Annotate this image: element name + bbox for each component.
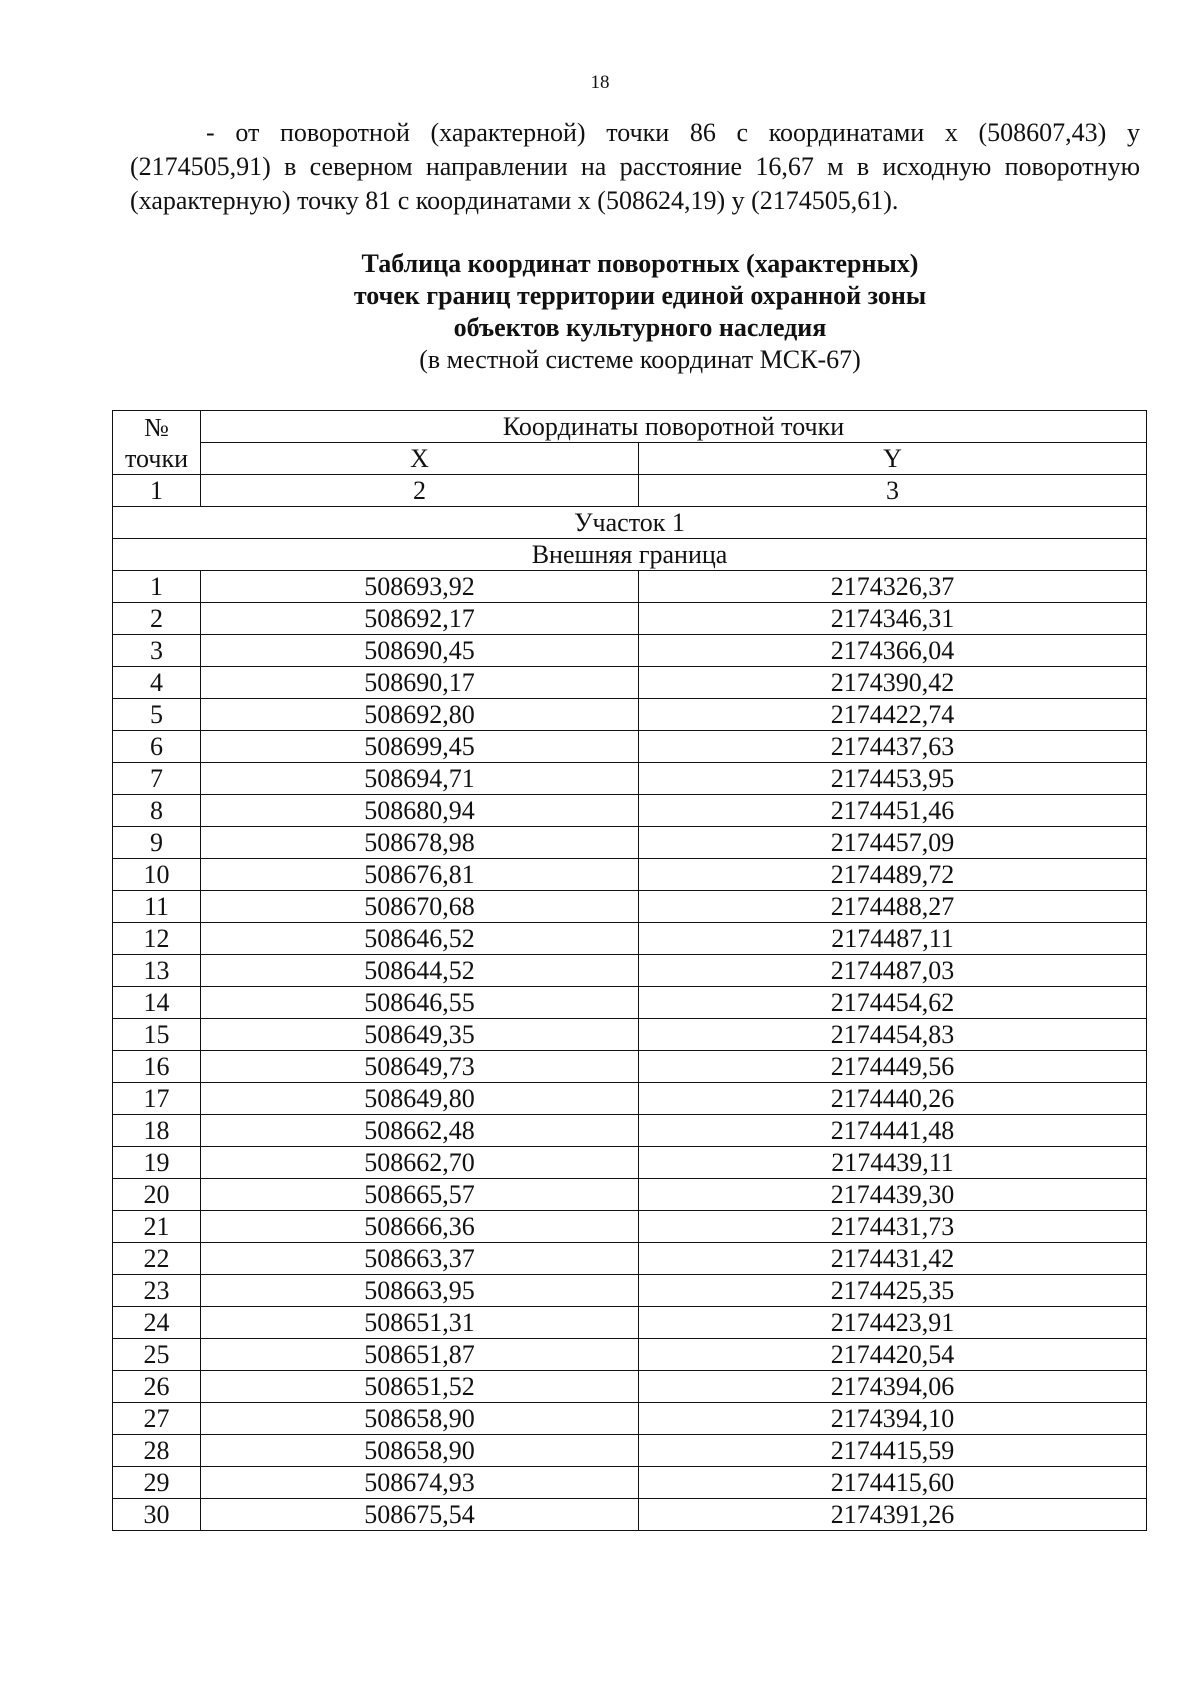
x-coordinate-cell: 508680,94	[201, 795, 639, 827]
y-coordinate-cell: 2174454,62	[639, 987, 1147, 1019]
x-coordinate-cell: 508651,87	[201, 1339, 639, 1371]
table-row	[113, 571, 1147, 603]
point-number-cell: 10	[113, 859, 201, 891]
x-coordinate-cell: 508646,55	[201, 987, 639, 1019]
point-number-cell: 26	[113, 1371, 201, 1403]
y-coordinate-cell: 2174453,95	[639, 763, 1147, 795]
x-coordinate-cell: 508665,57	[201, 1179, 639, 1211]
point-number-cell: 28	[113, 1435, 201, 1467]
y-coordinate-cell: 2174423,91	[639, 1307, 1147, 1339]
x-coordinate-cell: 508693,92	[201, 571, 639, 603]
table-row	[113, 987, 1147, 1019]
x-coordinate-cell: 508678,98	[201, 827, 639, 859]
y-coordinate-cell: 2174420,54	[639, 1339, 1147, 1371]
point-number-cell: 15	[113, 1019, 201, 1051]
point-number-cell: 3	[113, 635, 201, 667]
table-row	[113, 1403, 1147, 1435]
y-coordinate-cell: 2174431,73	[639, 1211, 1147, 1243]
x-coordinate-cell: 508676,81	[201, 859, 639, 891]
table-subtitle: (в местной системе координат МСК-67)	[419, 345, 861, 374]
table-row	[113, 1211, 1147, 1243]
point-number-cell: 5	[113, 699, 201, 731]
table-row	[113, 667, 1147, 699]
header-axes-row	[113, 443, 1147, 475]
point-number-cell: 22	[113, 1243, 201, 1275]
column-number-3: 3	[639, 475, 1147, 507]
subsection-heading: Внешняя граница	[113, 539, 1147, 571]
body-paragraph: - от поворотной (характерной) точки 86 с координатами x (508607,43) y (2174505,91) в северном направлении на расстояние 16,67 м в исходную поворотную (характерную) точку 81 с координатами x (508624,19) y (2174505,61).	[130, 118, 1140, 215]
x-coordinate-cell: 508663,95	[201, 1275, 639, 1307]
point-number-cell: 23	[113, 1275, 201, 1307]
x-coordinate-cell: 508644,52	[201, 955, 639, 987]
y-coordinate-cell: 2174326,37	[639, 571, 1147, 603]
x-coordinate-cell: 508651,31	[201, 1307, 639, 1339]
table-row	[113, 1467, 1147, 1499]
y-coordinate-cell: 2174441,48	[639, 1115, 1147, 1147]
table-row	[113, 1307, 1147, 1339]
y-coordinate-cell: 2174439,11	[639, 1147, 1147, 1179]
y-coordinate-cell: 2174489,72	[639, 859, 1147, 891]
table-row	[113, 699, 1147, 731]
table-row	[113, 1147, 1147, 1179]
header-point-word: точки	[125, 443, 188, 473]
x-coordinate-cell: 508662,70	[201, 1147, 639, 1179]
point-number-cell: 14	[113, 987, 201, 1019]
column-number-2: 2	[201, 475, 639, 507]
y-coordinate-cell: 2174457,09	[639, 827, 1147, 859]
x-coordinate-cell: 508694,71	[201, 763, 639, 795]
point-number-cell: 29	[113, 1467, 201, 1499]
point-number-cell: 19	[113, 1147, 201, 1179]
x-coordinate-cell: 508662,48	[201, 1115, 639, 1147]
point-number-cell: 16	[113, 1051, 201, 1083]
x-coordinate-cell: 508675,54	[201, 1499, 639, 1531]
y-coordinate-cell: 2174487,03	[639, 955, 1147, 987]
y-coordinate-cell: 2174394,10	[639, 1403, 1147, 1435]
table-row	[113, 891, 1147, 923]
x-coordinate-cell: 508651,52	[201, 1371, 639, 1403]
x-coordinate-cell: 508649,35	[201, 1019, 639, 1051]
y-coordinate-cell: 2174437,63	[639, 731, 1147, 763]
y-coordinate-cell: 2174391,26	[639, 1499, 1147, 1531]
point-number-cell: 8	[113, 795, 201, 827]
x-coordinate-cell: 508658,90	[201, 1435, 639, 1467]
point-number-cell: 30	[113, 1499, 201, 1531]
point-number-cell: 17	[113, 1083, 201, 1115]
table-row	[113, 955, 1147, 987]
table-row	[113, 1083, 1147, 1115]
point-number-cell: 6	[113, 731, 201, 763]
x-coordinate-cell: 508692,17	[201, 603, 639, 635]
point-number-cell: 1	[113, 571, 201, 603]
y-coordinate-cell: 2174451,46	[639, 795, 1147, 827]
x-coordinate-cell: 508699,45	[201, 731, 639, 763]
table-row	[113, 1019, 1147, 1051]
table-row	[113, 1051, 1147, 1083]
section-row	[113, 507, 1147, 539]
point-number-cell: 24	[113, 1307, 201, 1339]
point-number-cell: 2	[113, 603, 201, 635]
y-coordinate-cell: 2174487,11	[639, 923, 1147, 955]
point-number-cell: 20	[113, 1179, 201, 1211]
x-coordinate-cell: 508649,73	[201, 1051, 639, 1083]
table-title-line-1: Таблица координат поворотных (характерных)	[361, 249, 919, 278]
coordinates-table	[112, 410, 1147, 1531]
table-row	[113, 635, 1147, 667]
y-coordinate-cell: 2174415,59	[639, 1435, 1147, 1467]
table-row	[113, 1435, 1147, 1467]
point-number-cell: 11	[113, 891, 201, 923]
table-title	[200, 248, 1080, 376]
y-coordinate-cell: 2174422,74	[639, 699, 1147, 731]
y-coordinate-cell: 2174346,31	[639, 603, 1147, 635]
section-heading: Участок 1	[113, 507, 1147, 539]
table-row	[113, 731, 1147, 763]
table-row	[113, 795, 1147, 827]
table-row	[113, 1371, 1147, 1403]
y-coordinate-cell: 2174440,26	[639, 1083, 1147, 1115]
y-coordinate-cell: 2174366,04	[639, 635, 1147, 667]
point-number-cell: 4	[113, 667, 201, 699]
x-coordinate-cell: 508692,80	[201, 699, 639, 731]
y-coordinate-cell: 2174390,42	[639, 667, 1147, 699]
point-number-cell: 12	[113, 923, 201, 955]
table-row	[113, 827, 1147, 859]
y-coordinate-cell: 2174488,27	[639, 891, 1147, 923]
header-coordinates: Координаты поворотной точки	[201, 411, 1147, 443]
table-title-line-3: объектов культурного наследия	[453, 313, 827, 342]
x-coordinate-cell: 508690,45	[201, 635, 639, 667]
x-coordinate-cell: 508666,36	[201, 1211, 639, 1243]
table-row	[113, 1243, 1147, 1275]
table-row	[113, 603, 1147, 635]
x-coordinate-cell: 508646,52	[201, 923, 639, 955]
point-number-cell: 18	[113, 1115, 201, 1147]
point-number-cell: 27	[113, 1403, 201, 1435]
x-coordinate-cell: 508670,68	[201, 891, 639, 923]
table-row	[113, 859, 1147, 891]
y-coordinate-cell: 2174454,83	[639, 1019, 1147, 1051]
y-coordinate-cell: 2174449,56	[639, 1051, 1147, 1083]
header-row	[113, 411, 1147, 443]
table-row	[113, 1499, 1147, 1531]
point-number-cell: 7	[113, 763, 201, 795]
x-coordinate-cell: 508663,37	[201, 1243, 639, 1275]
x-coordinate-cell: 508649,80	[201, 1083, 639, 1115]
column-number-row	[113, 475, 1147, 507]
y-coordinate-cell: 2174431,42	[639, 1243, 1147, 1275]
header-x: X	[201, 443, 639, 475]
x-coordinate-cell: 508658,90	[201, 1403, 639, 1435]
table-row	[113, 1179, 1147, 1211]
point-number-cell: 21	[113, 1211, 201, 1243]
table-row	[113, 763, 1147, 795]
page-number: 18	[590, 72, 610, 93]
y-coordinate-cell: 2174439,30	[639, 1179, 1147, 1211]
x-coordinate-cell: 508674,93	[201, 1467, 639, 1499]
table-row	[113, 1115, 1147, 1147]
y-coordinate-cell: 2174394,06	[639, 1371, 1147, 1403]
subsection-row	[113, 539, 1147, 571]
header-number-sign: №	[144, 412, 169, 442]
coordinates-table-body	[113, 411, 1147, 1531]
table-row	[113, 923, 1147, 955]
y-coordinate-cell: 2174415,60	[639, 1467, 1147, 1499]
header-y: Y	[639, 443, 1147, 475]
table-row	[113, 1275, 1147, 1307]
table-title-line-2: точек границ территории единой охранной зоны	[353, 281, 927, 310]
table-row	[113, 1339, 1147, 1371]
column-number-1: 1	[113, 475, 201, 507]
point-number-cell: 13	[113, 955, 201, 987]
point-number-cell: 25	[113, 1339, 201, 1371]
point-number-cell: 9	[113, 827, 201, 859]
header-point-number	[113, 411, 201, 475]
y-coordinate-cell: 2174425,35	[639, 1275, 1147, 1307]
x-coordinate-cell: 508690,17	[201, 667, 639, 699]
